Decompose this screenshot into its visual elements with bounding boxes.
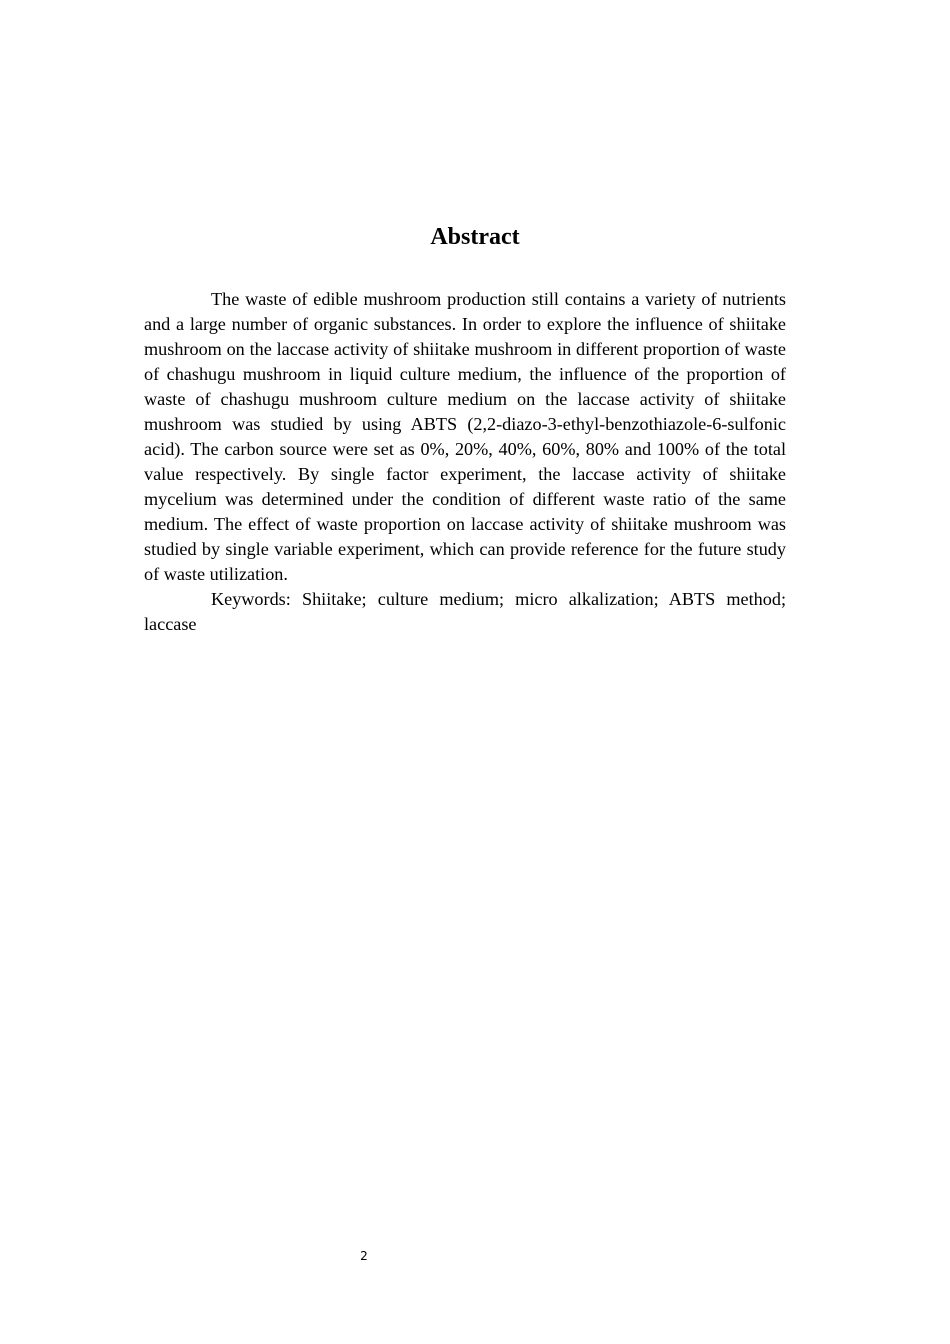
abstract-body (144, 287, 786, 637)
abstract-title: Abstract (430, 224, 520, 250)
keywords-paragraph: Keywords: Shiitake; culture medium; micro alkalization; ABTS method; laccase (144, 589, 786, 634)
page-number: 2 (360, 1249, 368, 1263)
abstract-paragraph: The waste of edible mushroom production still contains a variety of nutrients and a large number of organic substances. In order to explore the influence of shiitake mushroom on the laccase activity of shiitake mushroom in different proportion of waste of chashugu mushroom in liquid culture medium, the influence of the proportion of waste of chashugu mushroom culture medium on the laccase activity of shiitake mushroom was studied by using ABTS (2,2-diazo-3-ethyl-benzothiazole-6-sulfonic acid). The carbon source were set as 0%, 20%, 40%, 60%, 80% and 100% of the total value respectively. By single factor experiment, the laccase activity of shiitake mycelium was determined under the condition of different waste ratio of the same medium. The effect of waste proportion on laccase activity of shiitake mushroom was studied by single variable experiment, which can provide reference for the future study of waste utilization. (144, 289, 786, 584)
